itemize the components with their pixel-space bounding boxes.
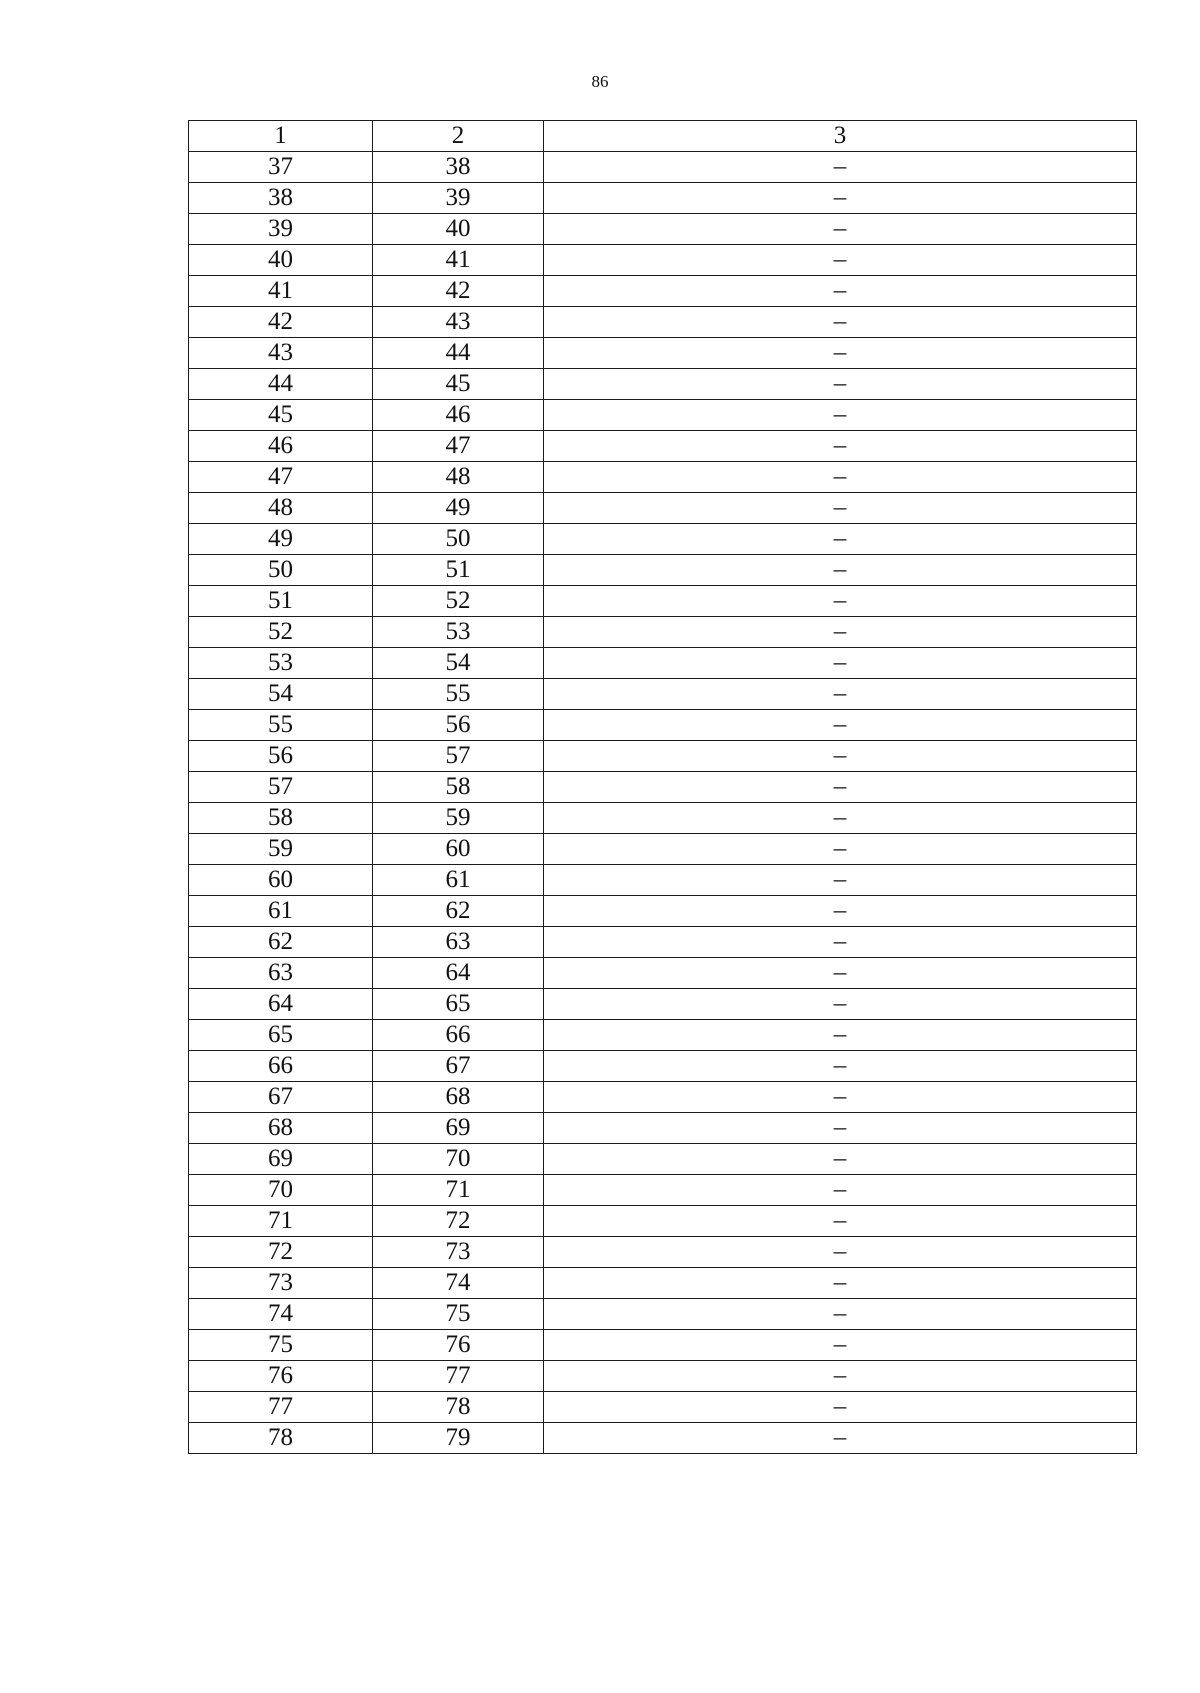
table-cell-col2: 73 [373,1237,544,1268]
table-cell-col2: 67 [373,1051,544,1082]
table-cell-col3: – [544,803,1137,834]
table-cell-col3: – [544,431,1137,462]
table-cell-col2: 40 [373,214,544,245]
table-cell-col3: – [544,152,1137,183]
table-cell-col3: – [544,648,1137,679]
table-cell-col3: – [544,524,1137,555]
table-cell-col2: 65 [373,989,544,1020]
table-cell-col1: 56 [189,741,373,772]
table-cell-col2: 41 [373,245,544,276]
table-row [189,834,1137,865]
table-cell-col2: 42 [373,276,544,307]
table-cell-col2: 64 [373,958,544,989]
header-cell-col2: 2 [373,121,544,152]
table-cell-col3: – [544,1361,1137,1392]
table-cell-col3: – [544,586,1137,617]
table-cell-col1: 77 [189,1392,373,1423]
table-cell-col2: 61 [373,865,544,896]
table-cell-col1: 42 [189,307,373,338]
table-cell-col2: 49 [373,493,544,524]
table-row [189,152,1137,183]
table-cell-col1: 38 [189,183,373,214]
table-cell-col2: 68 [373,1082,544,1113]
table-cell-col1: 46 [189,431,373,462]
table-row [189,648,1137,679]
table-cell-col3: – [544,1020,1137,1051]
table-cell-col3: – [544,958,1137,989]
table-cell-col2: 76 [373,1330,544,1361]
table-cell-col1: 63 [189,958,373,989]
table-cell-col1: 57 [189,772,373,803]
table-cell-col3: – [544,1392,1137,1423]
table-row [189,1113,1137,1144]
table-cell-col1: 50 [189,555,373,586]
table-row [189,741,1137,772]
table-row [189,214,1137,245]
table-cell-col1: 67 [189,1082,373,1113]
table-row [189,493,1137,524]
table-cell-col3: – [544,276,1137,307]
table-cell-col1: 43 [189,338,373,369]
table-cell-col1: 52 [189,617,373,648]
table-cell-col1: 66 [189,1051,373,1082]
table-cell-col3: – [544,1051,1137,1082]
table-row [189,896,1137,927]
table-cell-col1: 70 [189,1175,373,1206]
table-cell-col1: 76 [189,1361,373,1392]
table-cell-col2: 50 [373,524,544,555]
table-row [189,927,1137,958]
table-cell-col2: 70 [373,1144,544,1175]
table-cell-col3: – [544,1268,1137,1299]
table-cell-col1: 68 [189,1113,373,1144]
table-cell-col1: 78 [189,1423,373,1454]
table-row [189,307,1137,338]
table-cell-col1: 71 [189,1206,373,1237]
table-row [189,1361,1137,1392]
table-cell-col3: – [544,214,1137,245]
table-cell-col3: – [544,617,1137,648]
table-row [189,989,1137,1020]
table-cell-col2: 39 [373,183,544,214]
table-cell-col3: – [544,1082,1137,1113]
table-row [189,617,1137,648]
table-cell-col2: 72 [373,1206,544,1237]
table-cell-col3: – [544,1175,1137,1206]
table-cell-col3: – [544,927,1137,958]
table-body [189,121,1137,1454]
table-cell-col2: 58 [373,772,544,803]
table-cell-col2: 54 [373,648,544,679]
table-row [189,1020,1137,1051]
table-cell-col3: – [544,338,1137,369]
table-row [189,1237,1137,1268]
table-cell-col1: 59 [189,834,373,865]
table-cell-col2: 56 [373,710,544,741]
table-row [189,1423,1137,1454]
table-cell-col2: 45 [373,369,544,400]
table-row [189,1175,1137,1206]
table-cell-col2: 38 [373,152,544,183]
table-row [189,1268,1137,1299]
table-cell-col1: 47 [189,462,373,493]
table-cell-col2: 66 [373,1020,544,1051]
table-cell-col3: – [544,772,1137,803]
table-cell-col1: 49 [189,524,373,555]
table-row [189,369,1137,400]
table-row [189,400,1137,431]
table-cell-col2: 55 [373,679,544,710]
table-cell-col3: – [544,1299,1137,1330]
header-cell-col1: 1 [189,121,373,152]
table-cell-col3: – [544,896,1137,927]
table-cell-col2: 75 [373,1299,544,1330]
table-cell-col1: 73 [189,1268,373,1299]
table-cell-col3: – [544,183,1137,214]
table-cell-col3: – [544,555,1137,586]
table-cell-col1: 44 [189,369,373,400]
table-cell-col1: 62 [189,927,373,958]
table-cell-col1: 41 [189,276,373,307]
table-cell-col2: 63 [373,927,544,958]
page-number: 86 [591,72,609,91]
table-row [189,462,1137,493]
table-row [189,772,1137,803]
table-cell-col2: 46 [373,400,544,431]
table-cell-col3: – [544,1330,1137,1361]
table-cell-col2: 69 [373,1113,544,1144]
table-row [189,1051,1137,1082]
table-cell-col1: 74 [189,1299,373,1330]
table-cell-col2: 44 [373,338,544,369]
table-cell-col2: 77 [373,1361,544,1392]
table-row [189,1206,1137,1237]
table-cell-col2: 51 [373,555,544,586]
table-cell-col1: 54 [189,679,373,710]
data-table [188,120,1137,1454]
table-cell-col2: 53 [373,617,544,648]
table-cell-col3: – [544,1423,1137,1454]
table-cell-col1: 40 [189,245,373,276]
table-cell-col2: 48 [373,462,544,493]
header-cell-col3: 3 [544,121,1137,152]
table-row [189,958,1137,989]
table-cell-col1: 72 [189,1237,373,1268]
table-cell-col1: 69 [189,1144,373,1175]
table-cell-col2: 52 [373,586,544,617]
table-cell-col2: 79 [373,1423,544,1454]
table-cell-col3: – [544,710,1137,741]
table-cell-col3: – [544,307,1137,338]
table-cell-col1: 64 [189,989,373,1020]
table-cell-col3: – [544,1206,1137,1237]
table-cell-col1: 58 [189,803,373,834]
table-cell-col2: 71 [373,1175,544,1206]
table-row [189,276,1137,307]
table-cell-col1: 37 [189,152,373,183]
table-cell-col1: 55 [189,710,373,741]
table-row [189,1392,1137,1423]
table-cell-col1: 53 [189,648,373,679]
table-row [189,803,1137,834]
table-row [189,1082,1137,1113]
table-cell-col3: – [544,245,1137,276]
table-cell-col2: 47 [373,431,544,462]
table-row [189,679,1137,710]
table-row [189,245,1137,276]
table-cell-col1: 39 [189,214,373,245]
table-cell-col3: – [544,1113,1137,1144]
table-cell-col3: – [544,1237,1137,1268]
table-cell-col3: – [544,1144,1137,1175]
table-cell-col3: – [544,989,1137,1020]
table-row [189,865,1137,896]
table-header-row [189,121,1137,152]
table-row [189,555,1137,586]
table-cell-col2: 74 [373,1268,544,1299]
table-cell-col1: 48 [189,493,373,524]
table-cell-col3: – [544,865,1137,896]
table-cell-col3: – [544,462,1137,493]
data-table-container [188,120,1136,1454]
table-cell-col1: 61 [189,896,373,927]
table-cell-col3: – [544,400,1137,431]
table-row [189,1144,1137,1175]
table-cell-col3: – [544,741,1137,772]
table-row [189,1299,1137,1330]
table-cell-col3: – [544,493,1137,524]
table-cell-col2: 78 [373,1392,544,1423]
table-cell-col2: 62 [373,896,544,927]
table-cell-col2: 57 [373,741,544,772]
table-cell-col2: 60 [373,834,544,865]
table-cell-col1: 75 [189,1330,373,1361]
table-cell-col3: – [544,679,1137,710]
table-cell-col2: 59 [373,803,544,834]
table-row [189,183,1137,214]
table-cell-col1: 51 [189,586,373,617]
table-cell-col1: 45 [189,400,373,431]
table-row [189,524,1137,555]
table-row [189,1330,1137,1361]
table-cell-col3: – [544,369,1137,400]
table-row [189,586,1137,617]
table-cell-col1: 60 [189,865,373,896]
table-cell-col1: 65 [189,1020,373,1051]
table-cell-col2: 43 [373,307,544,338]
table-cell-col3: – [544,834,1137,865]
table-row [189,710,1137,741]
table-row [189,338,1137,369]
table-row [189,431,1137,462]
